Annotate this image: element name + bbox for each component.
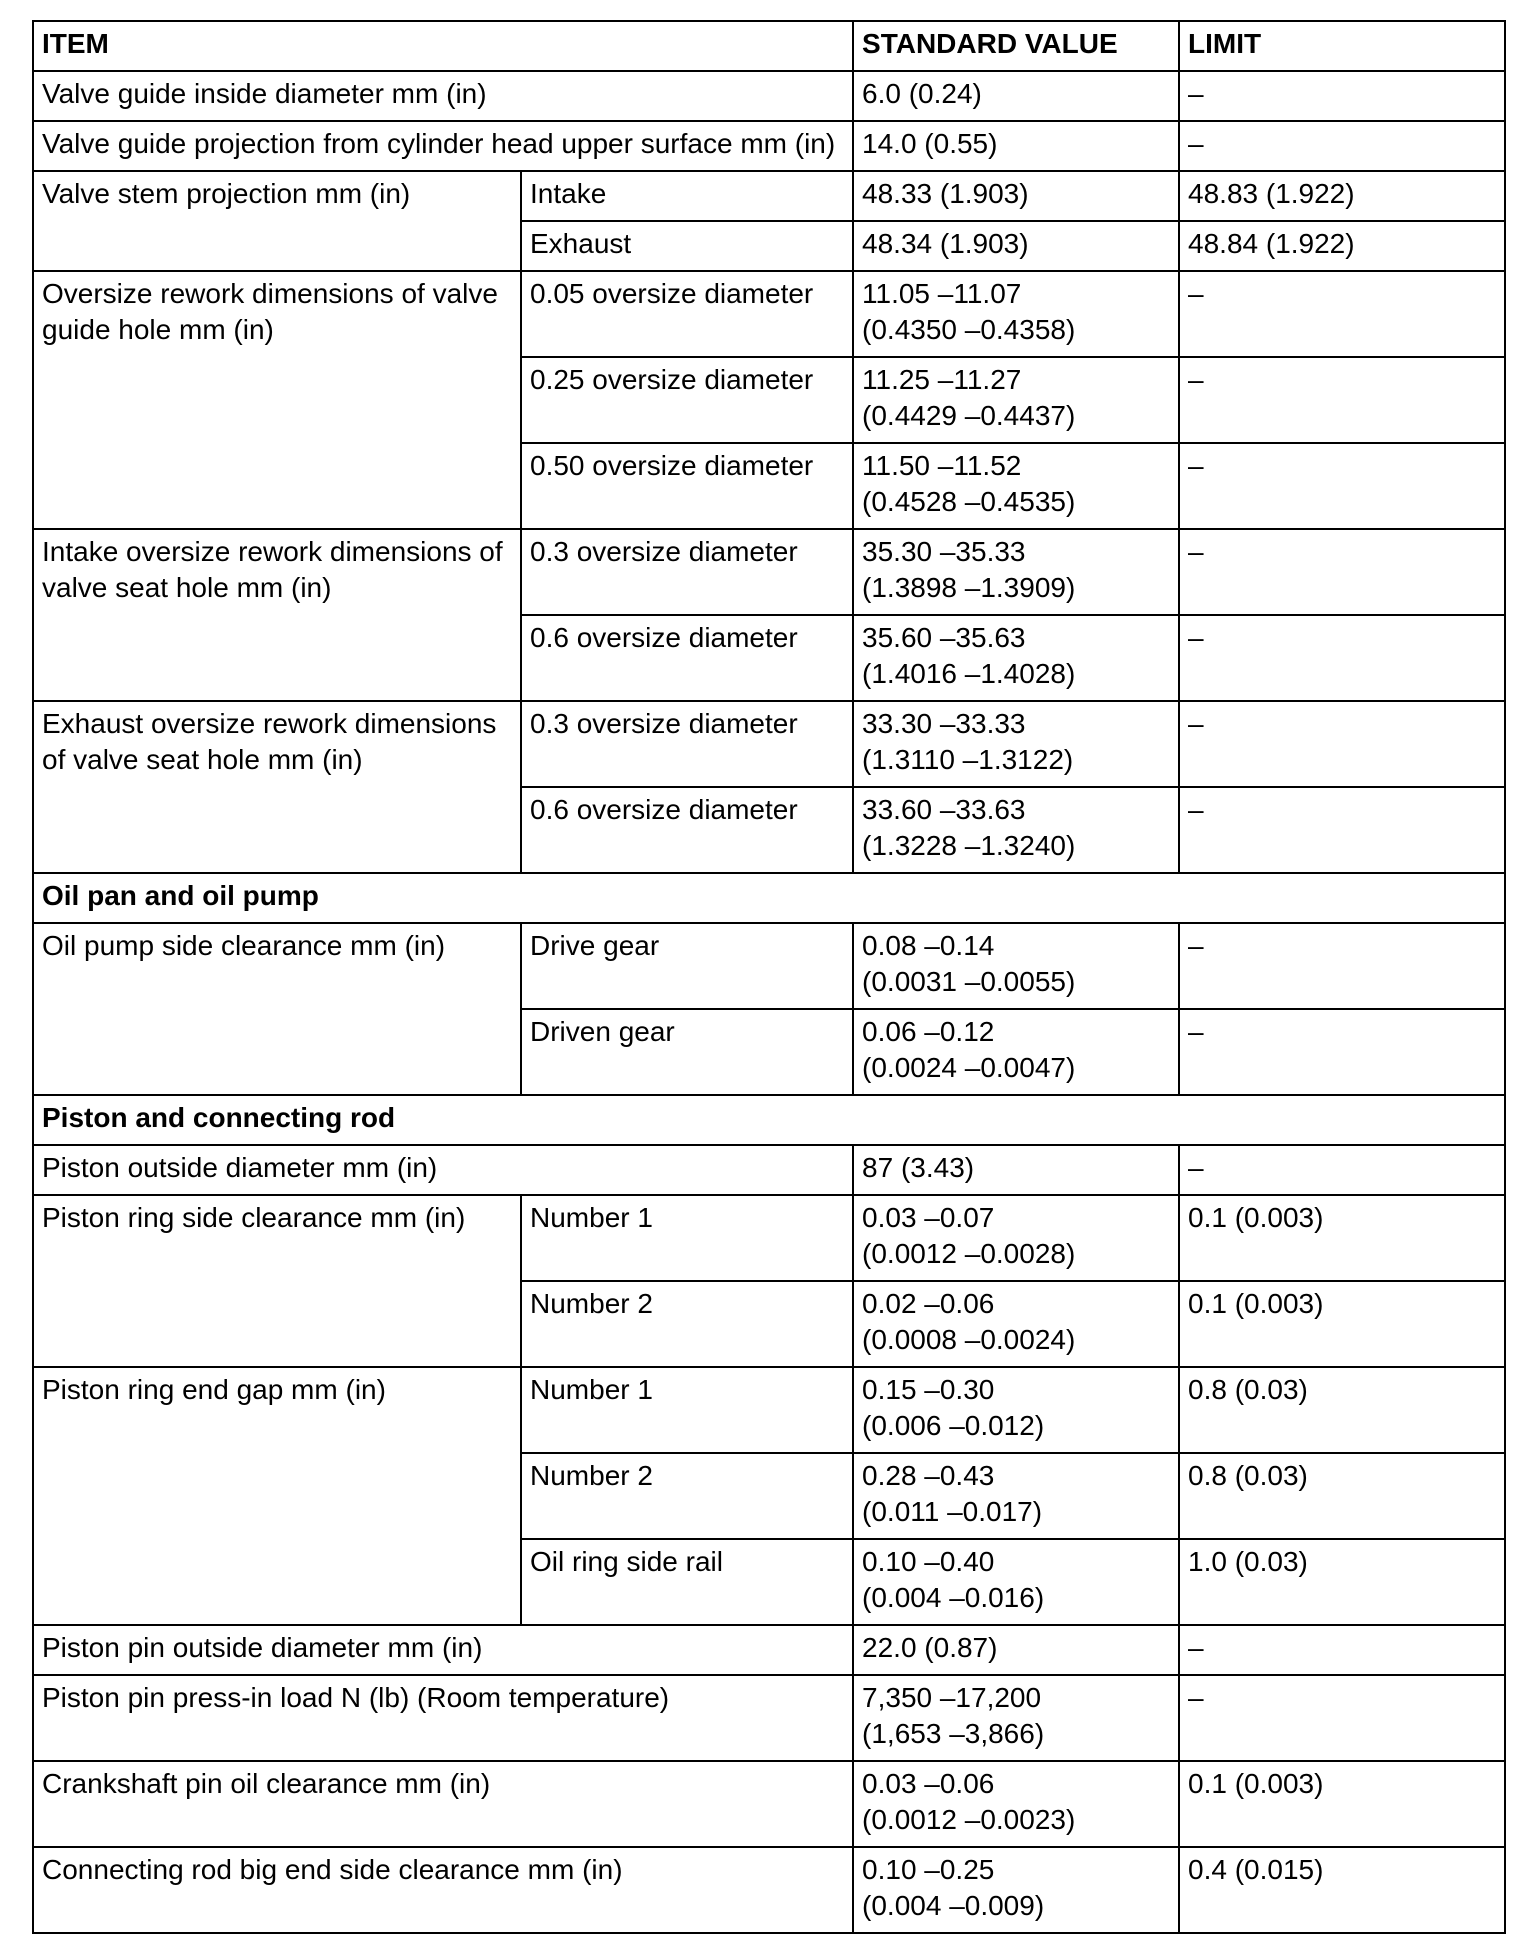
- limit-value: –: [1188, 364, 1204, 395]
- limit-value: –: [1188, 1016, 1204, 1047]
- limit-value: 48.84 (1.922): [1188, 228, 1355, 259]
- standard-value: 11.25 –11.27: [862, 364, 1022, 395]
- sub-item-name: Oil ring side rail: [521, 1539, 853, 1625]
- sub-item-name: 0.6 oversize diameter: [521, 787, 853, 873]
- limit-cell: [1179, 1675, 1505, 1761]
- standard-value: (0.004 –0.016): [862, 1582, 1045, 1613]
- sub-item-name: 0.05 oversize diameter: [521, 271, 853, 357]
- standard-value: 6.0 (0.24): [862, 78, 982, 109]
- sub-item-name: Number 2: [521, 1281, 853, 1367]
- limit-value: –: [1188, 622, 1204, 653]
- standard-value-cell: [853, 1539, 1179, 1625]
- limit-value: –: [1188, 708, 1204, 739]
- standard-value: (0.006 –0.012): [862, 1410, 1045, 1441]
- item-name: Exhaust oversize rework dimensions of valve seat hole mm (in): [33, 701, 521, 873]
- standard-value: 0.10 –0.25: [862, 1854, 995, 1885]
- standard-value: 0.02 –0.06: [862, 1288, 995, 1319]
- limit-cell: [1179, 529, 1505, 615]
- limit-cell: [1179, 1009, 1505, 1095]
- standard-value-cell: [853, 1625, 1179, 1675]
- spec-body: [33, 71, 1505, 1933]
- standard-value: 22.0 (0.87): [862, 1632, 998, 1663]
- standard-value: (1.4016 –1.4028): [862, 658, 1076, 689]
- standard-value: 35.60 –35.63: [862, 622, 1026, 653]
- standard-value: 33.60 –33.63: [862, 794, 1026, 825]
- item-name: Piston ring side clearance mm (in): [33, 1195, 521, 1367]
- header-row: [33, 21, 1505, 71]
- item-name: Connecting rod big end side clearance mm (in): [33, 1847, 853, 1933]
- standard-value: 11.50 –11.52: [862, 450, 1022, 481]
- standard-value: 0.03 –0.07: [862, 1202, 995, 1233]
- standard-value: 48.34 (1.903): [862, 228, 1029, 259]
- standard-value-cell: [853, 1009, 1179, 1095]
- table-row: [33, 1847, 1505, 1933]
- section-row: [33, 1095, 1505, 1145]
- limit-value: –: [1188, 536, 1204, 567]
- standard-value: (0.011 –0.017): [862, 1496, 1043, 1527]
- standard-value-cell: [853, 221, 1179, 271]
- limit-cell: [1179, 1539, 1505, 1625]
- limit-value: 48.83 (1.922): [1188, 178, 1355, 209]
- limit-value: 0.1 (0.003): [1188, 1768, 1324, 1799]
- table-row: [33, 1761, 1505, 1847]
- limit-cell: [1179, 171, 1505, 221]
- limit-cell: [1179, 121, 1505, 171]
- table-row: [33, 529, 1505, 615]
- standard-value-cell: [853, 701, 1179, 787]
- sub-item-name: Driven gear: [521, 1009, 853, 1095]
- limit-value: 0.1 (0.003): [1188, 1288, 1324, 1319]
- limit-value: –: [1188, 278, 1204, 309]
- standard-value: 0.10 –0.40: [862, 1546, 995, 1577]
- sub-item-name: Number 2: [521, 1453, 853, 1539]
- sub-item-name: 0.6 oversize diameter: [521, 615, 853, 701]
- table-row: [33, 1367, 1505, 1453]
- limit-value: –: [1188, 450, 1204, 481]
- sub-item-name: Drive gear: [521, 923, 853, 1009]
- standard-value: 0.28 –0.43: [862, 1460, 995, 1491]
- limit-value: –: [1188, 794, 1204, 825]
- standard-value-cell: [853, 357, 1179, 443]
- header-limit: LIMIT: [1179, 21, 1505, 71]
- item-name: Valve guide projection from cylinder head upper surface mm (in): [33, 121, 853, 171]
- standard-value: (0.0031 –0.0055): [862, 966, 1076, 997]
- limit-cell: [1179, 357, 1505, 443]
- table-row: [33, 121, 1505, 171]
- sub-item-name: 0.3 oversize diameter: [521, 701, 853, 787]
- standard-value-cell: [853, 1847, 1179, 1933]
- section-row: [33, 873, 1505, 923]
- limit-cell: [1179, 1145, 1505, 1195]
- table-row: [33, 271, 1505, 357]
- standard-value: 33.30 –33.33: [862, 708, 1026, 739]
- limit-value: 0.1 (0.003): [1188, 1202, 1324, 1233]
- standard-value-cell: [853, 1453, 1179, 1539]
- limit-cell: [1179, 1281, 1505, 1367]
- standard-value: (1.3228 –1.3240): [862, 830, 1076, 861]
- standard-value-cell: [853, 1367, 1179, 1453]
- limit-value: –: [1188, 1632, 1204, 1663]
- section-title: Piston and connecting rod: [33, 1095, 1505, 1145]
- standard-value: 0.08 –0.14: [862, 930, 995, 961]
- standard-value: 0.15 –0.30: [862, 1374, 995, 1405]
- limit-value: 1.0 (0.03): [1188, 1546, 1308, 1577]
- standard-value-cell: [853, 615, 1179, 701]
- limit-cell: [1179, 71, 1505, 121]
- table-row: [33, 1195, 1505, 1281]
- header-item: ITEM: [33, 21, 853, 71]
- table-row: [33, 1145, 1505, 1195]
- standard-value: 87 (3.43): [862, 1152, 975, 1183]
- limit-cell: [1179, 443, 1505, 529]
- sub-item-name: Exhaust: [521, 221, 853, 271]
- standard-value: 35.30 –35.33: [862, 536, 1026, 567]
- item-name: Intake oversize rework dimensions of valve seat hole mm (in): [33, 529, 521, 701]
- sub-item-name: Number 1: [521, 1195, 853, 1281]
- item-name: Piston pin outside diameter mm (in): [33, 1625, 853, 1675]
- item-name: Oversize rework dimensions of valve guide hole mm (in): [33, 271, 521, 529]
- table-row: [33, 71, 1505, 121]
- standard-value: (0.4429 –0.4437): [862, 400, 1076, 431]
- standard-value-cell: [853, 529, 1179, 615]
- standard-value: (0.0024 –0.0047): [862, 1052, 1076, 1083]
- standard-value: 48.33 (1.903): [862, 178, 1029, 209]
- standard-value-cell: [853, 1145, 1179, 1195]
- standard-value: (1,653 –3,866): [862, 1718, 1045, 1749]
- limit-value: 0.8 (0.03): [1188, 1374, 1308, 1405]
- section-title: Oil pan and oil pump: [33, 873, 1505, 923]
- table-row: [33, 1675, 1505, 1761]
- item-name: Crankshaft pin oil clearance mm (in): [33, 1761, 853, 1847]
- standard-value: 7,350 –17,200: [862, 1682, 1042, 1713]
- standard-value-cell: [853, 923, 1179, 1009]
- sub-item-name: Intake: [521, 171, 853, 221]
- standard-value-cell: [853, 1195, 1179, 1281]
- limit-value: 0.4 (0.015): [1188, 1854, 1324, 1885]
- standard-value-cell: [853, 171, 1179, 221]
- limit-cell: [1179, 1195, 1505, 1281]
- standard-value: 14.0 (0.55): [862, 128, 998, 159]
- spec-table: [32, 20, 1506, 1934]
- standard-value-cell: [853, 1281, 1179, 1367]
- limit-value: 0.8 (0.03): [1188, 1460, 1308, 1491]
- standard-value: (0.0012 –0.0028): [862, 1238, 1076, 1269]
- table-row: [33, 171, 1505, 221]
- standard-value: (0.4528 –0.4535): [862, 486, 1076, 517]
- standard-value: (0.004 –0.009): [862, 1890, 1045, 1921]
- limit-value: –: [1188, 78, 1204, 109]
- sub-item-name: Number 1: [521, 1367, 853, 1453]
- standard-value-cell: [853, 443, 1179, 529]
- item-name: Piston ring end gap mm (in): [33, 1367, 521, 1625]
- standard-value-cell: [853, 271, 1179, 357]
- limit-value: –: [1188, 930, 1204, 961]
- item-name: Piston pin press-in load N (lb) (Room temperature): [33, 1675, 853, 1761]
- limit-cell: [1179, 1761, 1505, 1847]
- table-row: [33, 1625, 1505, 1675]
- limit-cell: [1179, 1453, 1505, 1539]
- standard-value-cell: [853, 1761, 1179, 1847]
- table-row: [33, 701, 1505, 787]
- standard-value: 11.05 –11.07: [862, 278, 1022, 309]
- limit-value: –: [1188, 128, 1204, 159]
- standard-value: 0.06 –0.12: [862, 1016, 995, 1047]
- standard-value: (1.3110 –1.3122): [862, 744, 1074, 775]
- limit-cell: [1179, 923, 1505, 1009]
- standard-value-cell: [853, 71, 1179, 121]
- standard-value: (0.0008 –0.0024): [862, 1324, 1076, 1355]
- standard-value: (0.4350 –0.4358): [862, 314, 1076, 345]
- item-name: Valve guide inside diameter mm (in): [33, 71, 853, 121]
- limit-value: –: [1188, 1152, 1204, 1183]
- item-name: Oil pump side clearance mm (in): [33, 923, 521, 1095]
- limit-cell: [1179, 615, 1505, 701]
- standard-value: (0.0012 –0.0023): [862, 1804, 1076, 1835]
- item-name: Valve stem projection mm (in): [33, 171, 521, 271]
- limit-cell: [1179, 787, 1505, 873]
- limit-cell: [1179, 701, 1505, 787]
- standard-value-cell: [853, 121, 1179, 171]
- standard-value-cell: [853, 1675, 1179, 1761]
- standard-value: 0.03 –0.06: [862, 1768, 995, 1799]
- limit-value: –: [1188, 1682, 1204, 1713]
- limit-cell: [1179, 271, 1505, 357]
- header-standard-value: STANDARD VALUE: [853, 21, 1179, 71]
- item-name: Piston outside diameter mm (in): [33, 1145, 853, 1195]
- standard-value: (1.3898 –1.3909): [862, 572, 1076, 603]
- limit-cell: [1179, 1847, 1505, 1933]
- sub-item-name: 0.25 oversize diameter: [521, 357, 853, 443]
- limit-cell: [1179, 1625, 1505, 1675]
- sub-item-name: 0.50 oversize diameter: [521, 443, 853, 529]
- limit-cell: [1179, 221, 1505, 271]
- table-row: [33, 923, 1505, 1009]
- standard-value-cell: [853, 787, 1179, 873]
- sub-item-name: 0.3 oversize diameter: [521, 529, 853, 615]
- limit-cell: [1179, 1367, 1505, 1453]
